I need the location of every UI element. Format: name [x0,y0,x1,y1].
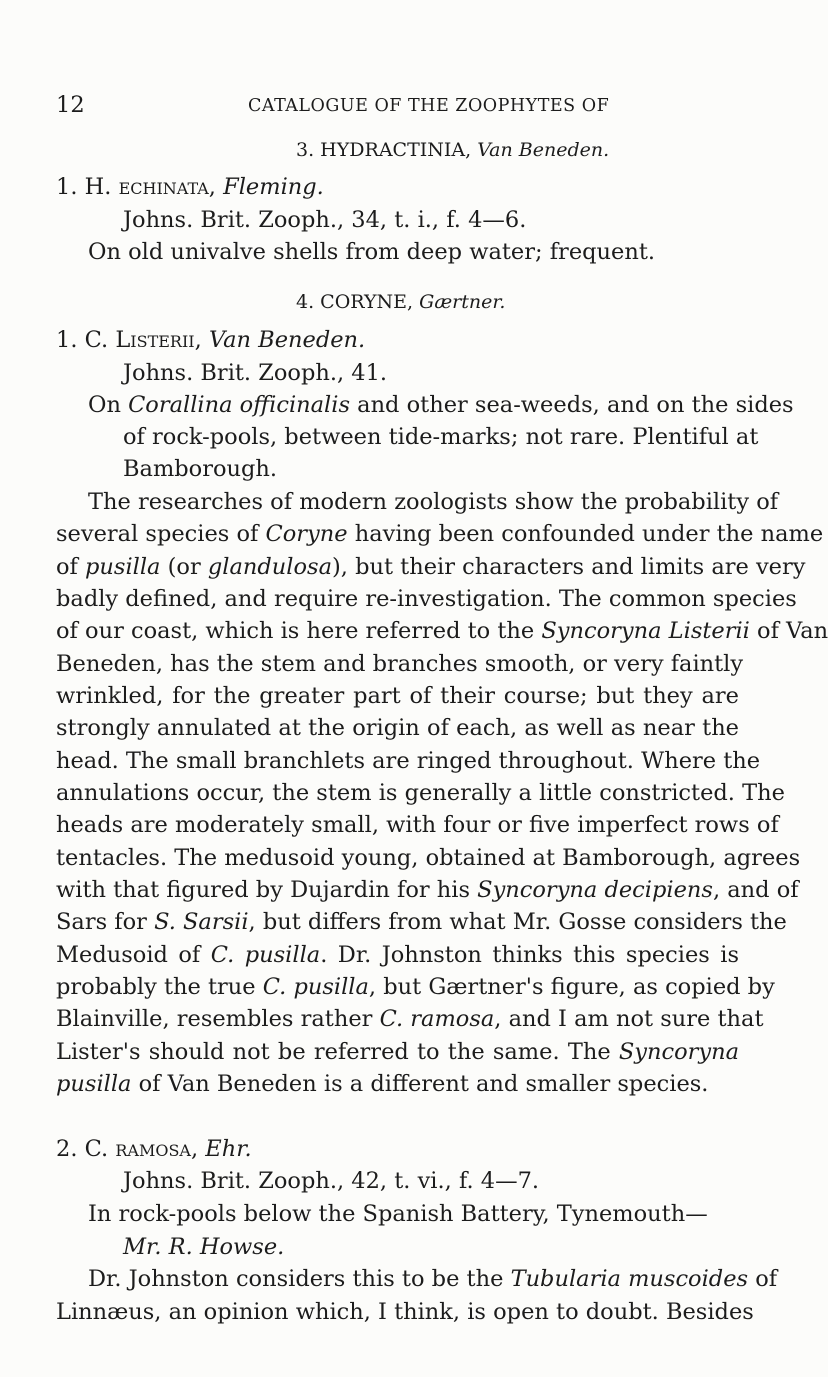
section-heading-coryne: 4. CORYNE, Gærtner. [296,291,506,313]
note-line: The researches of modern zoologists show the probability of [88,489,779,515]
page-number: 12 [56,92,85,118]
note-line: badly defined, and require re-investigation. The common species [56,586,797,612]
note-line: Lister's should not be referred to the same. The Syncoryna [56,1039,739,1065]
running-title: CATALOGUE OF THE ZOOPHYTES OF [248,96,610,116]
species-reference: Johns. Brit. Zooph., 42, t. vi., f. 4—7. [123,1168,540,1194]
note-line: strongly annulated at the origin of each, as well as near the [56,715,739,741]
note-line: Dr. Johnston considers this to be the Tubularia muscoides of [88,1266,778,1292]
note-line: with that figured by Dujardin for his Syncoryna decipiens, and of [56,877,799,903]
note-line: pusilla of Van Beneden is a different and smaller species. [56,1071,709,1097]
habitat-line: On Corallina officinalis and other sea-weeds, and on the sides [88,392,794,418]
section-heading-hydractinia: 3. HYDRACTINIA, Van Beneden. [296,139,610,161]
note-line: of our coast, which is here referred to the Syncoryna Listerii of Van [56,618,828,644]
note-line: wrinkled, for the greater part of their course; but they are [56,683,739,709]
habitat-line: In rock-pools below the Spanish Battery, Tynemouth— [88,1201,708,1227]
note-line: of pusilla (or glandulosa), but their characters and limits are very [56,554,806,580]
note-line: tentacles. The medusoid young, obtained at Bamborough, agrees [56,845,801,871]
habitat-line: Bamborough. [123,456,278,482]
species-entry-c-listerii: 1. C. Listerii, Van Beneden. [56,327,366,353]
note-line: annulations occur, the stem is generally a little constricted. The [56,780,785,806]
habitat-line: of rock-pools, between tide-marks; not rare. Plentiful at [123,424,759,450]
note-line: several species of Coryne having been confounded under the name [56,521,824,547]
species-entry-c-ramosa: 2. C. ramosa, Ehr. [56,1136,252,1162]
note-line: Linnæus, an opinion which, I think, is open to doubt. Besides [56,1299,754,1325]
note-line: probably the true C. pusilla, but Gærtner's figure, as copied by [56,974,775,1000]
note-line: Blainville, resembles rather C. ramosa, and I am not sure that [56,1006,764,1032]
note-line: heads are moderately small, with four or five imperfect rows of [56,812,779,838]
note-line: Sars for S. Sarsii, but differs from what Mr. Gosse considers the [56,909,787,935]
note-line: Beneden, has the stem and branches smooth, or very faintly [56,651,744,677]
species-reference: Johns. Brit. Zooph., 41. [123,360,388,386]
species-reference: Johns. Brit. Zooph., 34, t. i., f. 4—6. [123,207,527,233]
note-line: head. The small branchlets are ringed throughout. Where the [56,748,761,774]
note-line: Medusoid of C. pusilla. Dr. Johnston thinks this species is [56,942,740,968]
habitat-collector: Mr. R. Howse. [123,1234,285,1260]
species-habitat: On old univalve shells from deep water; frequent. [88,239,656,265]
species-entry-h-echinata: 1. H. echinata, Fleming. [56,174,324,200]
